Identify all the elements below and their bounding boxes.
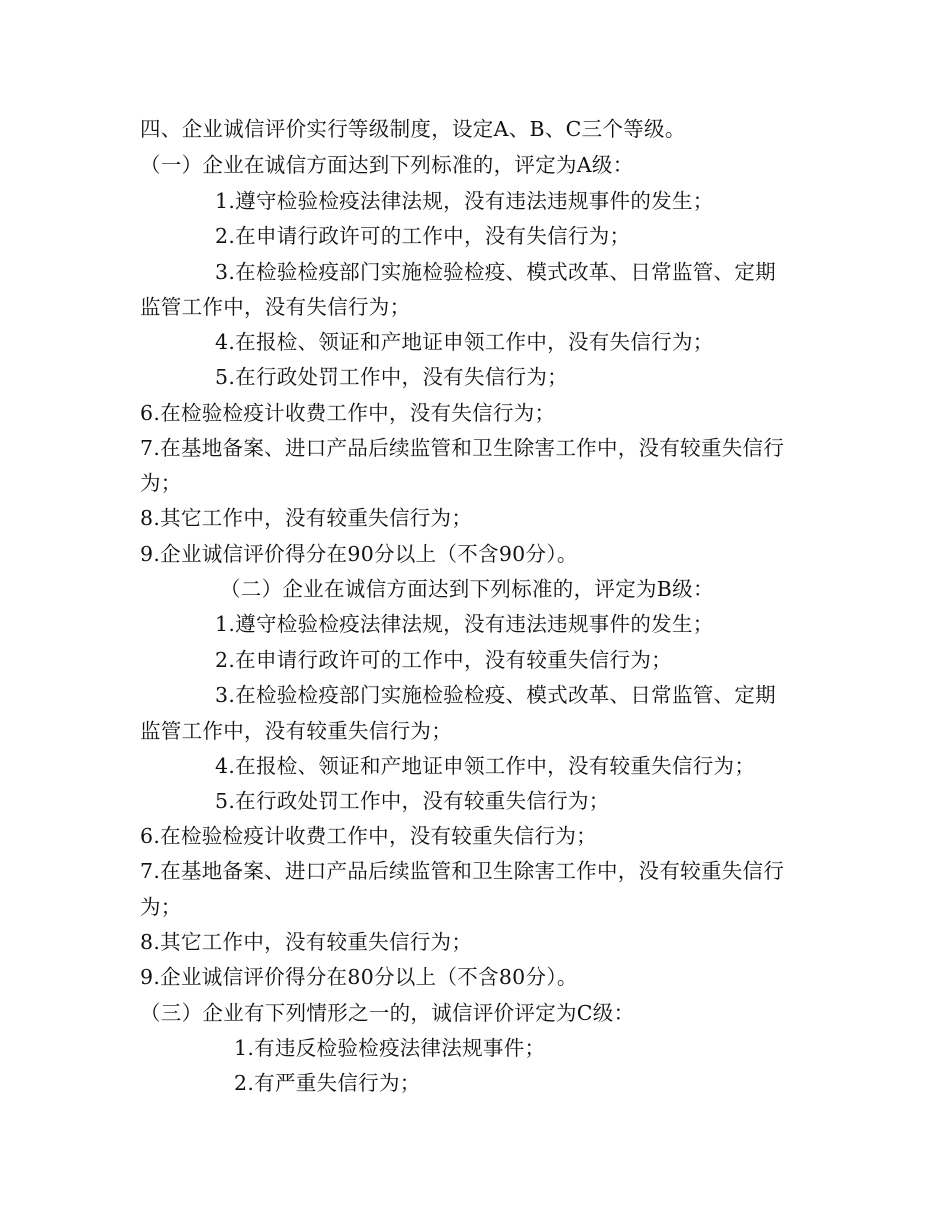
grade-a-item-7: 7.在基地备案、进口产品后续监管和卫生除害工作中，没有较重失信行 [140,436,785,460]
grade-b-item-3: 3.在检验检疫部门实施检验检疫、模式改革、日常监管、定期 [215,683,776,707]
grade-b-item-9: 9.企业诚信评价得分在80分以上（不含80分）。 [140,965,578,989]
grade-a-item-6: 6.在检验检疫计收费工作中，没有失信行为； [140,401,556,425]
grade-b-item-8: 8.其它工作中，没有较重失信行为； [140,930,473,954]
grade-b-item-7: 7.在基地备案、进口产品后续监管和卫生除害工作中，没有较重失信行 [140,859,785,883]
subsection-heading-grade-c: （三）企业有下列情形之一的，诚信评价评定为C级： [140,1001,635,1025]
grade-a-item-5: 5.在行政处罚工作中，没有失信行为； [215,365,568,389]
section-heading-grading: 四、企业诚信评价实行等级制度，设定A、B、C三个等级。 [140,117,686,141]
grade-b-item-7-continued: 为； [140,895,182,919]
grade-a-item-3: 3.在检验检疫部门实施检验检疫、模式改革、日常监管、定期 [215,260,776,284]
grade-b-item-5: 5.在行政处罚工作中，没有较重失信行为； [215,789,610,813]
grade-b-item-6: 6.在检验检疫计收费工作中，没有较重失信行为； [140,824,597,848]
subsection-heading-grade-a: （一）企业在诚信方面达到下列标准的，评定为A级： [140,153,634,177]
grade-b-item-1: 1.遵守检验检疫法律法规，没有违法违规事件的发生； [215,612,714,636]
grade-a-item-2: 2.在申请行政许可的工作中，没有失信行为； [215,224,631,248]
grade-a-item-3-continued: 监管工作中，没有失信行为； [140,295,411,319]
grade-b-item-4: 4.在报检、领证和产地证申领工作中，没有较重失信行为； [215,754,756,778]
grade-c-item-2: 2.有严重失信行为； [234,1071,421,1095]
grade-b-item-3-continued: 监管工作中，没有较重失信行为； [140,719,452,743]
grade-a-item-4: 4.在报检、领证和产地证申领工作中，没有失信行为； [215,330,714,354]
subsection-heading-grade-b: （二）企业在诚信方面达到下列标准的，评定为B级： [220,577,714,601]
grade-a-item-9: 9.企业诚信评价得分在90分以上（不含90分）。 [140,542,578,566]
grade-c-item-1: 1.有违反检验检疫法律法规事件； [234,1036,546,1060]
grade-b-item-2: 2.在申请行政许可的工作中，没有较重失信行为； [215,648,672,672]
grade-a-item-1: 1.遵守检验检疫法律法规，没有违法违规事件的发生； [215,189,714,213]
grade-a-item-7-continued: 为； [140,471,182,495]
grade-a-item-8: 8.其它工作中，没有较重失信行为； [140,506,473,530]
